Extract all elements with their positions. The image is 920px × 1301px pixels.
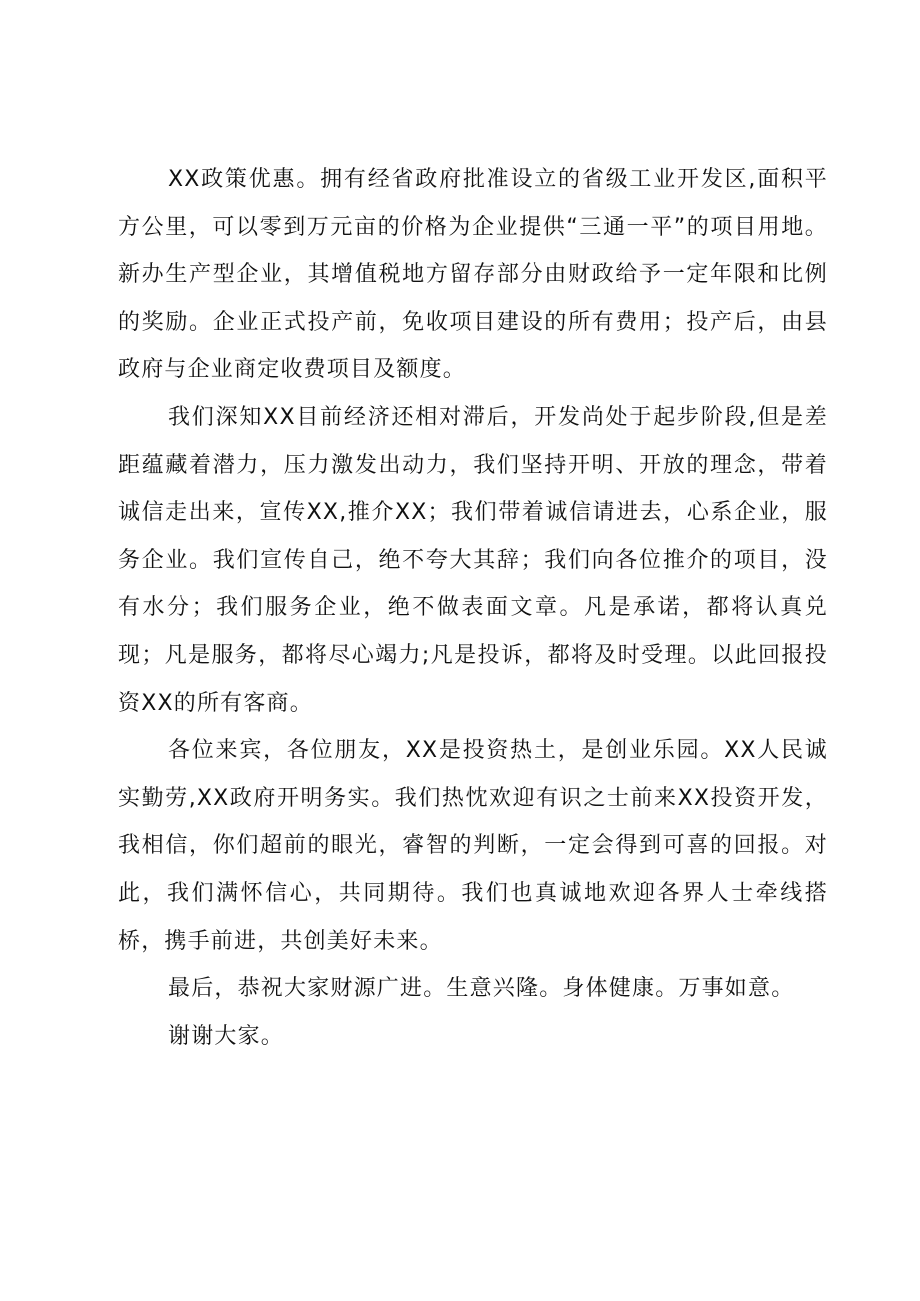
paragraph-thanks: 谢谢大家。 — [168, 1023, 285, 1049]
paragraph-commitment: 我们深知XX目前经济还相对滞后，开发尚处于起步阶段,但是差距蕴藏着潜力，压力激发出动力，我们坚持开明、开放的理念，带着诚信走出来，宣传XX,推介XX；我们带着诚信请进去，心系企业，服务企业。我们宣传自己，绝不夸大其辞；我们向各位推介的项目，没有水分；我们服务企业，绝不做表面文章。凡是承诺，都将认真兑现；凡是服务，都将尽心竭力;凡是投诉，都将及时受理。以此回报投资XX的所有客商。 — [118, 404, 828, 716]
document-body — [118, 156, 828, 1060]
paragraph-welcome: 各位来宾，各位朋友，XX是投资热土，是创业乐园。XX人民诚实勤劳,XX政府开明务实。我们热忱欢迎有识之士前来XX投资开发，我相信，你们超前的眼光，睿智的判断，一定会得到可喜的回报。对此，我们满怀信心，共同期待。我们也真诚地欢迎各界人士牵线搭桥，携手前进，共创美好未来。 — [118, 738, 828, 954]
paragraph-wishes: 最后，恭祝大家财源广进。生意兴隆。身体健康。万事如意。 — [168, 976, 795, 1002]
paragraph-policy-incentives: XX政策优惠。拥有经省政府批准设立的省级工业开发区,面积平方公里，可以零到万元亩的价格为企业提供“三通一平”的项目用地。新办生产型企业，其增值税地方留存部分由财政给予一定年限和比例的奖励。企业正式投产前，免收项目建设的所有费用；投产后，由县政府与企业商定收费项目及额度。 — [118, 167, 828, 383]
